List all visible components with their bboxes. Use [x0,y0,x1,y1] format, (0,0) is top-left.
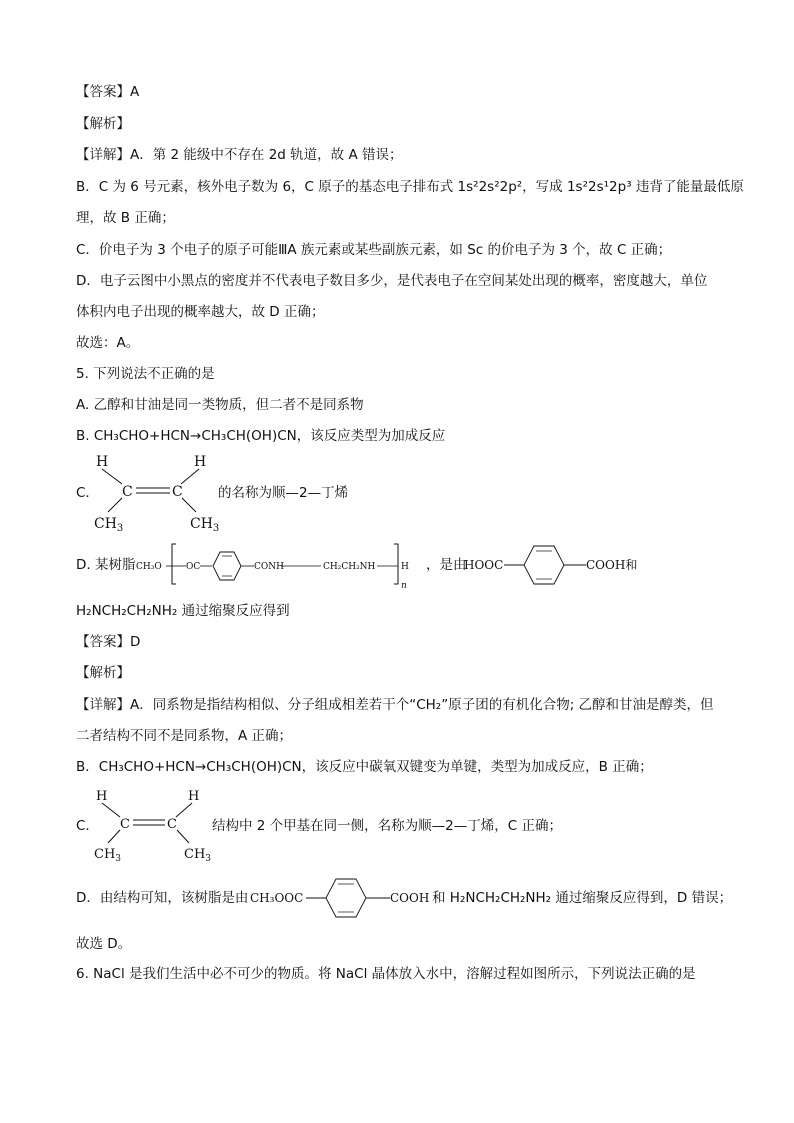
q5-detail-a-2: 二者结构不同不是同系物，A 正确； [76,728,293,744]
benzene-ring [326,879,366,917]
q5-option-d-text: ，是由 [426,557,467,573]
methyl-left: $CH_3$ [94,847,122,862]
q4-detail-c: C．价电子为 3 个电子的原子可能ⅢA 族元素或某些副族元素，如 Sc 的价电子为 3 个，故 C 正确； [76,242,672,258]
atom-c-right: C [167,817,177,832]
q5-answer: 【答案】D [76,634,141,650]
polymer-n: n [401,581,407,590]
q4-analysis: 【解析】 [76,116,130,132]
q5-detail-c-label: C． [76,818,99,834]
atom-c-left: C [122,484,133,500]
atom-h-left: H [96,454,109,470]
q5-analysis: 【解析】 [76,665,130,681]
atom-h-right: H [188,789,200,804]
q6-stem: 6. NaCl 是我们生活中必不可少的物质。将 NaCl 晶体放入水中，溶解过程如图所示，下列说法正确的是 [76,966,696,982]
q4-choose: 故选：A。 [76,335,140,351]
q5-option-b: B. CH₃CHO+HCN→CH₃CH(OH)CN，该反应类型为加成反应 [76,428,446,444]
q4-answer: 【答案】A [76,84,140,100]
q5-detail-d-pre: D．由结构可知，该树脂是由 [76,890,249,906]
q5-stem: 5. 下列说法不正确的是 [76,366,215,382]
atom-h-right: H [194,454,207,470]
hooc-label: HOOC [464,558,504,572]
polymer-conh: CONH [254,562,284,572]
cooh-label: COOH [390,891,430,905]
q4-detail-b-2: 理，故 B 正确； [76,210,175,226]
q4-detail-b-1: B．C 为 6 号元素，核外电子数为 6，C 原子的基态电子排布式 1s²2s²2p²，写成 1s²2s¹2p³ 违背了能量最低原 [76,179,744,195]
polymer-structure [136,538,426,590]
q4-detail-d-2: 体积内电子出现的概率越大，故 D 正确； [76,304,325,320]
q5-choose: 故选 D。 [76,936,132,952]
cooh-label: COOH和 [586,558,638,572]
methyl-right: $CH_3$ [184,847,212,862]
q4-detail-d-1: D．电子云图中小黑点的密度并不代表电子数目多少，是代表电子在空间某处出现的概率，密度越大，单位 [76,273,708,289]
cis-2-butene-structure-detail [88,784,218,862]
methyl-terephthalate-structure [250,872,440,922]
benzene-ring [524,546,564,584]
atom-c-left: C [120,817,130,832]
methyl-right: $CH_3$ [190,516,220,532]
polymer-prefix: CH₃O [136,562,162,572]
q5-detail-d-post: 和 H₂NCH₂CH₂NH₂ 通过缩聚反应得到，D 错误； [432,890,733,906]
atom-c-right: C [172,484,183,500]
q5-detail-a-1: 【详解】A．同系物是指结构相似、分子组成相差若干个“CH₂”原子团的有机化合物; 乙醇和甘油是醇类，但 [76,697,714,713]
cis-2-butene-structure [88,450,228,532]
polymer-h: H [401,562,409,572]
terephthalic-acid-structure [464,538,654,590]
q5-option-d-label: D. 某树脂 [76,557,136,573]
q5-detail-c-text: 结构中 2 个甲基在同一侧，名称为顺—2—丁烯，C 正确； [212,818,562,834]
q5-option-c-label: C. [76,485,90,501]
methyl-left: $CH_3$ [94,516,124,532]
polymer-oc: OC [186,562,201,572]
q5-option-c-text: 的名称为顺—2—丁烯 [218,485,349,501]
polymer-ch2ch2nh: CH₂CH₂NH [323,562,376,572]
q5-detail-b: B．CH₃CHO+HCN→CH₃CH(OH)CN，该反应中碳氧双键变为单键，类型为加成反应，B 正确； [76,759,653,775]
q4-detail-a: 【详解】A．第 2 能级中不存在 2d 轨道，故 A 错误； [76,147,403,163]
q5-option-d-line2: H₂NCH₂CH₂NH₂ 通过缩聚反应得到 [76,603,290,619]
q5-option-a: A. 乙醇和甘油是同一类物质，但二者不是同系物 [76,397,364,413]
ch3ooc-label: CH₃OOC [250,891,304,905]
atom-h-left: H [96,789,108,804]
